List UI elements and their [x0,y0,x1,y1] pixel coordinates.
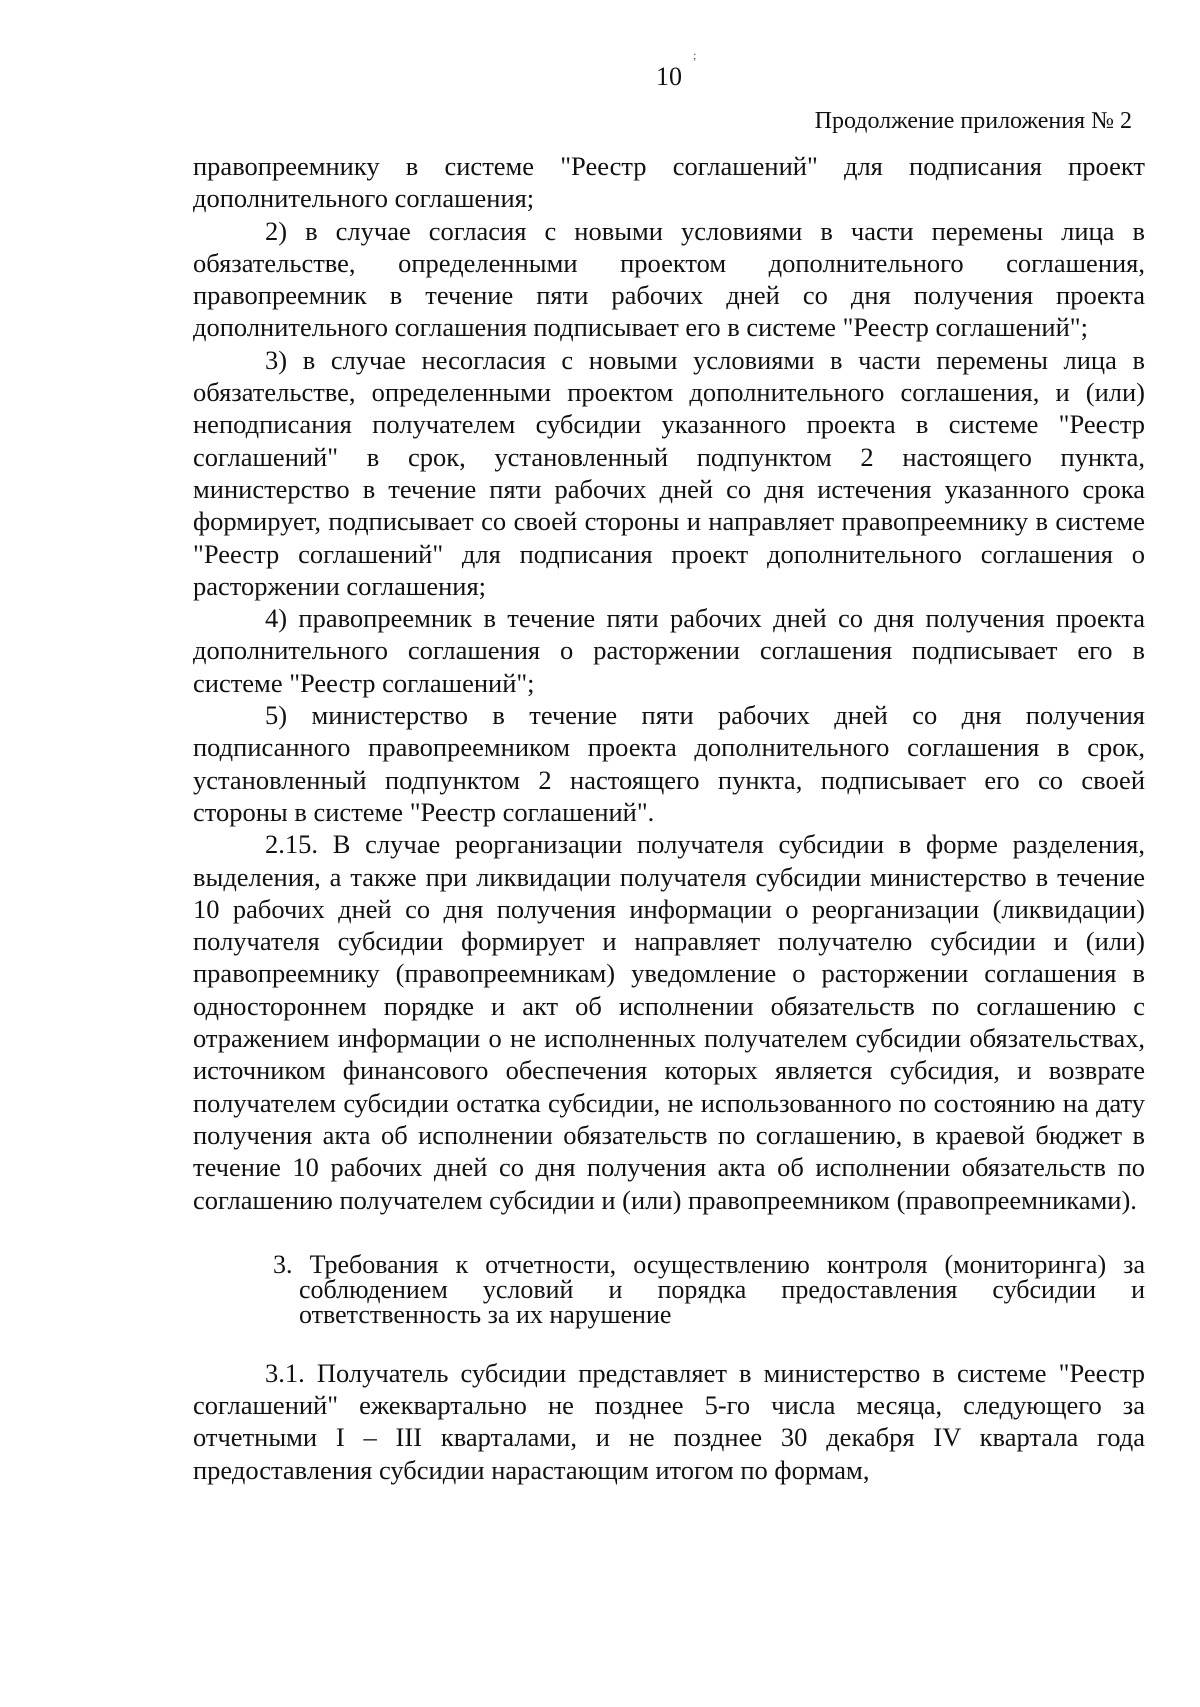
page-number: 10 [656,62,682,91]
paragraph-item-3: 3) в случае несогласия с новыми условиями в части перемены лица в обязательстве, определенными проектом дополнительного соглашения, и (или) неподписания получателем субсидии указанного проекта в системе "Реестр соглашений" в срок, установленный подпунктом 2 настоящего пункта, министерство в течение пяти рабочих дней со дня истечения указанного срока формирует, подписывает со своей стороны и направляет правопреемнику в системе "Реестр соглашений" для подписания проект дополнительного соглашения о расторжении соглашения; [193,344,1145,601]
scan-speck: ; [693,48,697,62]
paragraph-item-4: 4) правопреемник в течение пяти рабочих дней со дня получения проекта дополнительного соглашения о расторжении соглашения подписывает его в системе "Реестр соглашений"; [193,603,1145,698]
document-body [193,150,1145,1486]
paragraph-2-15: 2.15. В случае реорганизации получателя субсидии в форме разделения, выделения, а также при ликвидации получателя субсидии министерство в течение 10 рабочих дней со дня получения информации о реорганизации (ликвидации) получателя субсидии формирует и направляет получателю субсидии и (или) правопреемнику (правопреемникам) уведомление о расторжении соглашения в одностороннем порядке и акт об исполнении обязательств по соглашению с отражением информации о не исполненных получателем субсидии обязательствах, источником финансового обеспечения которых является субсидия, и возврате получателем субсидии остатка субсидии, не использованного по состоянию на дату получения акта об исполнении обязательств по соглашению, в краевой бюджет в течение 10 рабочих дней со дня получения акта об исполнении обязательств по соглашению получателем субсидии и (или) правопреемником (правопреемниками). [193,829,1145,1215]
section-3-heading: 3. Требования к отчетности, осуществлению контроля (мониторинга) за соблюдением условий и порядка предоставления субсидии и ответственность за их нарушение [273,1249,1145,1329]
paragraph-continuation: правопреемнику в системе "Реестр соглашений" для подписания проект дополнительного соглашения; [193,151,1145,214]
appendix-continuation-label: Продолжение приложения № 2 [814,108,1132,134]
paragraph-3-1: 3.1. Получатель субсидии представляет в министерство в системе "Реестр соглашений" ежеквартально не позднее 5-го числа месяца, следующего за отчетными I – III кварталами, и не позднее 30 декабря IV квартала года предоставления субсидии нарастающим итогом по формам, [193,1357,1145,1485]
paragraph-item-5: 5) министерство в течение пяти рабочих дней со дня получения подписанного правопреемником проекта дополнительного соглашения в срок, установленный подпунктом 2 настоящего пункта, подписывает его со своей стороны в системе "Реестр соглашений". [193,700,1145,827]
paragraph-item-2: 2) в случае согласия с новыми условиями в части перемены лица в обязательстве, определенными проектом дополнительного соглашения, правопреемник в течение пяти рабочих дней со дня получения проекта дополнительного соглашения подписывает его в системе "Реестр соглашений"; [193,215,1145,343]
